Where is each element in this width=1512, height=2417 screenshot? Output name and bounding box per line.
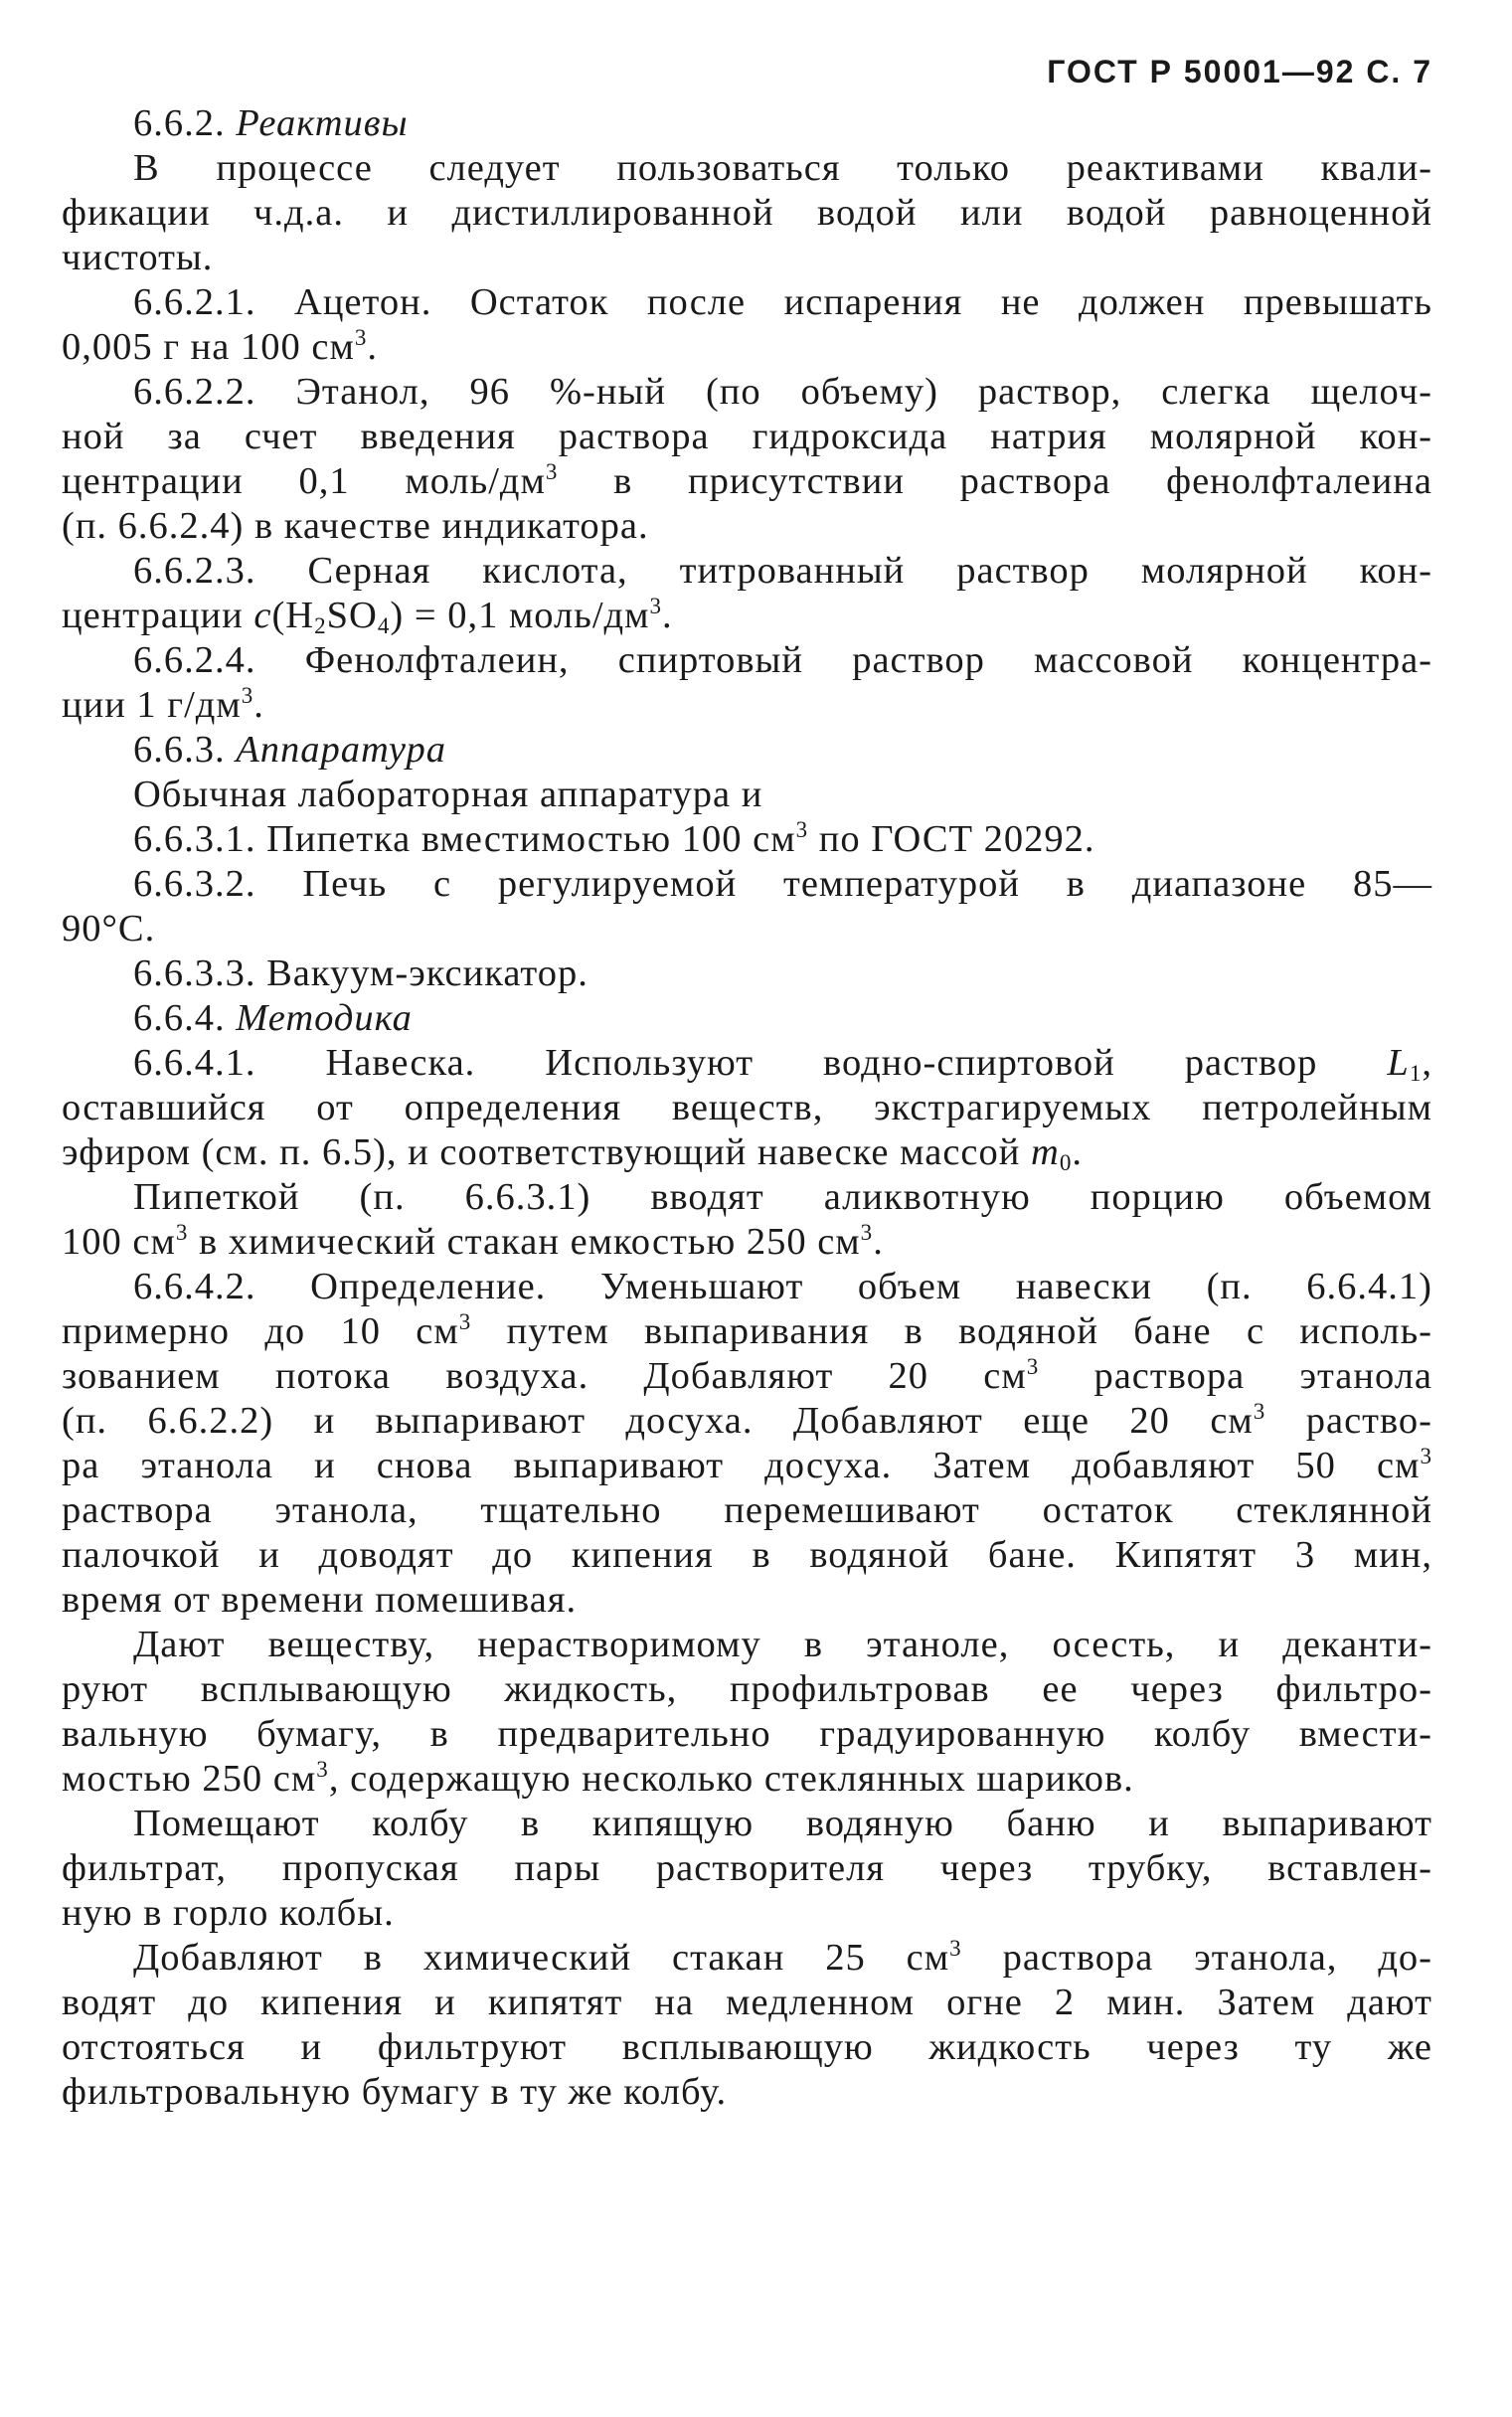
section-number: 6.6.2. bbox=[133, 102, 226, 144]
text-run: в химический стакан емкостью 250 см bbox=[188, 1221, 861, 1263]
text-line: отстояться и фильтруют всплывающую жидкость через ту же bbox=[62, 2026, 1432, 2068]
text-line: руют всплывающую жидкость, профильтровав ее через фильтро- bbox=[62, 1668, 1432, 1710]
section-title: Аппаратура bbox=[236, 729, 446, 771]
text-run: . bbox=[873, 1221, 884, 1263]
text-line: чистоты. bbox=[62, 237, 214, 278]
text-line: время от времени помешивая. bbox=[62, 1579, 578, 1621]
text-line: 6.6.3.3. Вакуум-эксикатор. bbox=[133, 952, 588, 994]
text-run: ра этанола и снова выпаривают досуха. Затем добавляют 50 см bbox=[62, 1445, 1421, 1486]
text-run: (H bbox=[271, 595, 315, 636]
text-run: примерно до 10 см bbox=[62, 1310, 459, 1352]
text-run: зованием потока воздуха. Добавляют 20 см bbox=[62, 1355, 1027, 1397]
text-run: . bbox=[253, 684, 264, 726]
text-line bbox=[62, 325, 1432, 370]
text-line: водят до кипения и кипятят на медленном огне 2 мин. Затем дают bbox=[62, 1982, 1432, 2023]
formula-variable: c bbox=[253, 595, 272, 636]
subscript: 4 bbox=[377, 611, 391, 638]
text-run: мостью 250 см bbox=[62, 1758, 317, 1800]
paragraph-6-6-4-2 bbox=[62, 1265, 1432, 1623]
superscript: 3 bbox=[241, 682, 254, 709]
text-line: раствора этанола, тщательно перемешивают остаток стеклянной bbox=[62, 1489, 1432, 1531]
text-line: фильтровальную бумагу в ту же колбу. bbox=[62, 2071, 728, 2113]
paragraph-6-6-3-3 bbox=[62, 951, 1432, 996]
text-line: (п. 6.6.2.4) в качестве индикатора. bbox=[62, 505, 649, 547]
superscript: 3 bbox=[316, 1756, 329, 1783]
text-run: Добавляют в химический стакан 25 см bbox=[133, 1937, 950, 1979]
text-line: 6.6.3.2. Печь с регулируемой температурой в диапазоне 85— bbox=[133, 863, 1432, 905]
running-header: ГОСТ Р 50001—92 С. 7 bbox=[1047, 54, 1432, 89]
text-line bbox=[62, 1936, 1432, 1981]
paragraph-final-wash bbox=[62, 1936, 1432, 2115]
section-number: 6.6.3. bbox=[133, 729, 226, 771]
text-line: Помещают колбу в кипящую водяную баню и выпаривают bbox=[133, 1803, 1432, 1844]
text-run: 0,005 г на 100 см bbox=[62, 326, 355, 368]
superscript: 3 bbox=[795, 816, 809, 843]
text-line: 6.6.2.3. Серная кислота, титрованный раствор молярной кон- bbox=[133, 550, 1432, 592]
paragraph-decant bbox=[62, 1623, 1432, 1802]
text-line: ную в горло колбы. bbox=[62, 1892, 395, 1934]
text-line: Обычная лабораторная аппаратура и bbox=[133, 774, 763, 815]
text-line: 6.6.4.2. Определение. Уменьшают объем навески (п. 6.6.4.1) bbox=[133, 1266, 1432, 1307]
text-line: палочкой и доводят до кипения в водяной бане. Кипятят 3 мин, bbox=[62, 1534, 1432, 1576]
text-run: 6.6.3.1. Пипетка вместимостью 100 см bbox=[133, 818, 796, 860]
text-line: 90°С. bbox=[62, 908, 156, 950]
superscript: 3 bbox=[175, 1219, 189, 1246]
text-line: 6.6.2.1. Ацетон. Остаток после испарения не должен превышать bbox=[133, 281, 1432, 323]
text-run: ) = 0,1 моль/дм bbox=[390, 595, 650, 636]
text-run: 100 см bbox=[62, 1221, 176, 1263]
superscript: 3 bbox=[458, 1308, 472, 1335]
text-run: . bbox=[662, 595, 673, 636]
text-line bbox=[62, 1354, 1432, 1399]
section-6-6-2-heading bbox=[62, 101, 1432, 146]
text-line: В процессе следует пользоваться только реактивами квали- bbox=[133, 147, 1432, 189]
paragraph-6-6-2-4 bbox=[62, 638, 1432, 728]
text-line bbox=[62, 1444, 1432, 1488]
text-line: фикации ч.д.а. и дистиллированной водой или водой равноценной bbox=[62, 192, 1432, 234]
text-run: центрации 0,1 моль/дм bbox=[62, 460, 546, 502]
text-run: , bbox=[1422, 1042, 1432, 1084]
text-line: ной за счет введения раствора гидроксида натрия молярной кон- bbox=[62, 416, 1432, 457]
paragraph-apparatus-intro bbox=[62, 773, 1432, 817]
paragraph-6-6-4-1 bbox=[62, 1041, 1432, 1175]
paragraph-6-6-2-1 bbox=[62, 280, 1432, 370]
text-line: Пипеткой (п. 6.6.3.1) вводят аликвотную порцию объемом bbox=[133, 1176, 1432, 1218]
text-line: фильтрат, пропуская пары растворителя через трубку, вставлен- bbox=[62, 1847, 1432, 1889]
text-run: ции 1 г/дм bbox=[62, 684, 242, 726]
paragraph-6-6-3-2 bbox=[62, 862, 1432, 951]
paragraph-evaporate bbox=[62, 1802, 1432, 1936]
superscript: 3 bbox=[860, 1219, 874, 1246]
text-run: раствора этанола, до- bbox=[961, 1937, 1433, 1979]
text-run: (п. 6.6.2.2) и выпаривают досуха. Добавляют еще 20 см bbox=[62, 1400, 1254, 1442]
text-line: 6.6.2.2. Этанол, 96 %-ный (по объему) раствор, слегка щелоч- bbox=[133, 371, 1432, 413]
text-line bbox=[62, 459, 1432, 504]
text-run: SO bbox=[326, 595, 378, 636]
text-run: центрации bbox=[62, 595, 254, 636]
text-line bbox=[62, 1220, 1432, 1265]
paragraph-6-6-2-2 bbox=[62, 370, 1432, 549]
formula-variable: m bbox=[1031, 1131, 1060, 1173]
text-line bbox=[62, 1399, 1432, 1444]
subscript: 0 bbox=[1059, 1148, 1073, 1175]
section-6-6-4-heading bbox=[62, 996, 1432, 1041]
subscript: 1 bbox=[1409, 1059, 1423, 1086]
superscript: 3 bbox=[545, 458, 559, 485]
superscript: 3 bbox=[1420, 1443, 1432, 1469]
paragraph-pipette bbox=[62, 1175, 1432, 1265]
text-line: Дают веществу, нерастворимому в этаноле, осесть, и деканти- bbox=[133, 1624, 1432, 1665]
paragraph-6-6-2-3 bbox=[62, 549, 1432, 638]
text-line bbox=[62, 817, 1432, 862]
text-run: 6.6.4.1. Навеска. Используют водно-спиртовой раствор bbox=[133, 1042, 1388, 1084]
text-line: оставшийся от определения веществ, экстрагируемых петролейным bbox=[62, 1087, 1432, 1128]
section-title: Методика bbox=[236, 997, 413, 1039]
superscript: 3 bbox=[1026, 1353, 1040, 1380]
text-run: по ГОСТ 20292. bbox=[808, 818, 1095, 860]
superscript: 3 bbox=[1253, 1398, 1266, 1425]
text-line bbox=[62, 594, 1432, 638]
text-run: , содержащую несколько стеклянных шариков. bbox=[328, 1758, 1134, 1800]
text-line bbox=[62, 1309, 1432, 1354]
text-line bbox=[62, 683, 1432, 728]
superscript: 3 bbox=[649, 593, 663, 619]
text-line: вальную бумагу, в предварительно градуированную колбу вмести- bbox=[62, 1713, 1432, 1755]
text-run: эфиром (см. п. 6.5), и соответствующий навеске массой bbox=[62, 1131, 1031, 1173]
text-line bbox=[62, 1757, 1432, 1802]
text-run: раство- bbox=[1265, 1400, 1432, 1442]
superscript: 3 bbox=[354, 324, 368, 351]
text-line: 6.6.2.4. Фенолфталеин, спиртовый раствор массовой концентра- bbox=[133, 639, 1432, 681]
text-run: в присутствии раствора фенолфталеина bbox=[558, 460, 1433, 502]
text-line bbox=[62, 1130, 1432, 1175]
section-title: Реактивы bbox=[236, 102, 409, 144]
paragraph-reagents-intro bbox=[62, 146, 1432, 280]
superscript: 3 bbox=[949, 1935, 962, 1962]
formula-variable: L bbox=[1387, 1042, 1410, 1084]
section-6-6-3-heading bbox=[62, 728, 1432, 773]
text-run: . bbox=[367, 326, 378, 368]
subscript: 2 bbox=[314, 611, 327, 638]
section-number: 6.6.4. bbox=[133, 997, 226, 1039]
text-line bbox=[62, 1041, 1432, 1086]
text-run: раствора этанола bbox=[1039, 1355, 1432, 1397]
text-run: путем выпаривания в водяной бане с исполь- bbox=[471, 1310, 1432, 1352]
text-run: . bbox=[1072, 1131, 1083, 1173]
paragraph-6-6-3-1 bbox=[62, 817, 1432, 862]
